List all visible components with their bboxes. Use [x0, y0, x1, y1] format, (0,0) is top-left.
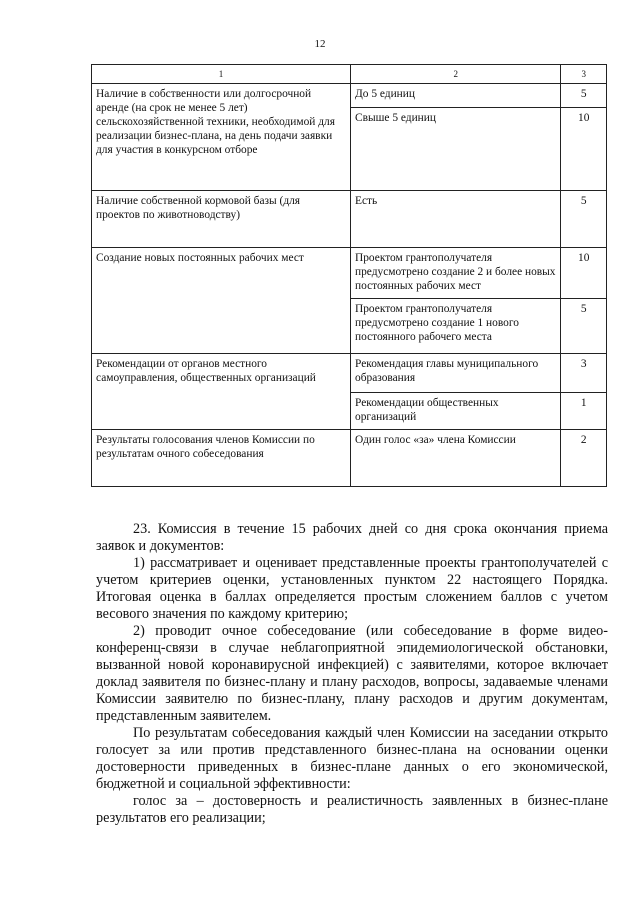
condition-cell: Рекомендации общественных организаций [351, 393, 561, 430]
table-row [92, 430, 607, 487]
score-cell: 5 [561, 191, 607, 248]
condition-cell: Рекомендация главы муниципального образования [351, 354, 561, 393]
condition-cell: Проектом грантополучателя предусмотрено создание 2 и более новых постоянных рабочих мест [351, 248, 561, 299]
criterion-cell: Создание новых постоянных рабочих мест [92, 248, 351, 354]
score-cell: 5 [561, 299, 607, 354]
paragraph-vote-for: голос за – достоверность и реалистичность заявленных в бизнес-плане результатов его реализации; [96, 793, 608, 826]
criterion-cell: Наличие собственной кормовой базы (для проектов по животноводству) [92, 191, 351, 248]
paragraph-23: 23. Комиссия в течение 15 рабочих дней со дня срока окончания приема заявок и документов: [96, 521, 608, 554]
table-row [92, 84, 607, 108]
paragraph-item-1: 1) рассматривает и оценивает представленные проекты грантополучателей с учетом критериев оценки, установленных пунктом 22 настоящего Порядка. Итоговая оценка в баллах определяется простым сложением баллов с учетом весового значения по каждому критерию; [96, 555, 608, 622]
header-cell-1: 1 [92, 65, 351, 84]
criterion-cell: Результаты голосования членов Комиссии по результатам очного собеседования [92, 430, 351, 487]
score-cell: 5 [561, 84, 607, 108]
paragraph-voting: По результатам собеседования каждый член Комиссии на заседании открыто голосует за или против представленного бизнес-плана на основании оценки достоверности приведенных в бизнес-плане данных о его экономической, бюджетной и социальной эффективности: [96, 725, 608, 792]
table-row [92, 248, 607, 299]
condition-cell: Один голос «за» члена Комиссии [351, 430, 561, 487]
condition-cell: До 5 единиц [351, 84, 561, 108]
score-cell: 3 [561, 354, 607, 393]
score-cell: 1 [561, 393, 607, 430]
criterion-cell: Наличие в собственности или долгосрочной аренде (на срок не менее 5 лет) сельскохозяйственной техники, необходимой для реализации бизнес-плана, на день подачи заявки для участия в конкурсном отборе [92, 84, 351, 191]
header-cell-3: 3 [561, 65, 607, 84]
criteria-table [91, 64, 607, 487]
header-cell-2: 2 [351, 65, 561, 84]
condition-cell: Свыше 5 единиц [351, 107, 561, 190]
score-cell: 2 [561, 430, 607, 487]
criterion-cell: Рекомендации от органов местного самоуправления, общественных организаций [92, 354, 351, 430]
body-text [96, 521, 608, 827]
score-cell: 10 [561, 107, 607, 190]
score-cell: 10 [561, 248, 607, 299]
condition-cell: Проектом грантополучателя предусмотрено создание 1 нового постоянного рабочего места [351, 299, 561, 354]
table-row [92, 191, 607, 248]
paragraph-item-2: 2) проводит очное собеседование (или собеседование в форме видео-конференц-связи в случае неблагоприятной эпидемиологической обстановки, вызванной новой коронавирусной инфекцией) с заявителями, которое включает доклад заявителя по бизнес-плану и плану расходов, вопросы, задаваемые членами Комиссии заявителю по бизнес-плану, плану расходов и другим документам, представленным заявителем. [96, 623, 608, 724]
condition-cell: Есть [351, 191, 561, 248]
table-row [92, 354, 607, 393]
page-number: 12 [314, 38, 326, 50]
table-header-row [92, 65, 607, 84]
